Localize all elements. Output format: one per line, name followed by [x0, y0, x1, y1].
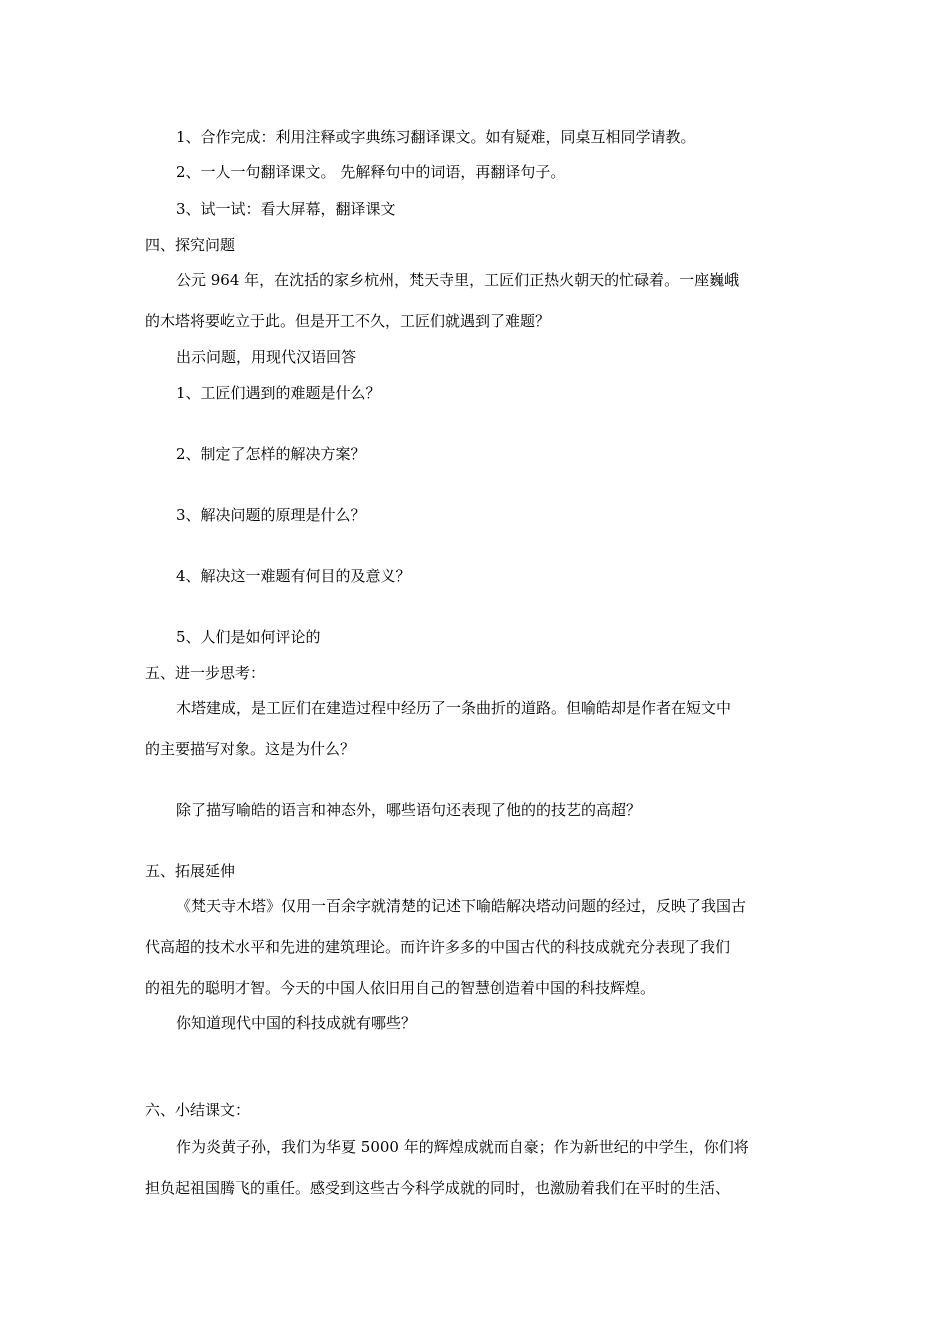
step-3: 3、试一试：看大屏幕，翻译课文 — [176, 200, 396, 218]
section-heading-4: 四、探究问题 — [145, 236, 236, 254]
question-5: 5、人们是如何评论的 — [176, 628, 321, 646]
paragraph-line: 《梵天寺木塔》仅用一百余字就清楚的记述下喻皓解决塔动问题的经过，反映了我国古 — [176, 897, 747, 915]
question-4: 4、解决这一难题有何目的及意义？ — [176, 567, 411, 585]
paragraph-line: 你知道现代中国的科技成就有哪些？ — [176, 1014, 417, 1032]
paragraph-line: 代高超的技术水平和先进的建筑理论。而许许多多的中国古代的科技成就充分表现了我们 — [145, 938, 731, 956]
section-heading-6: 六、小结课文： — [145, 1101, 251, 1119]
paragraph-line: 除了描写喻皓的语言和神态外，哪些语句还表现了他的的技艺的高超？ — [176, 801, 642, 819]
paragraph-line: 的主要描写对象。这是为什么？ — [145, 740, 356, 758]
section-heading-5b: 五、拓展延伸 — [145, 862, 236, 880]
paragraph-line: 的木塔将要屹立于此。但是开工不久，工匠们就遇到了难题？ — [145, 312, 551, 330]
step-2: 2、一人一句翻译课文。 先解释句中的词语，再翻译句子。 — [176, 163, 566, 181]
question-1: 1、工匠们遇到的难题是什么？ — [176, 384, 381, 402]
paragraph-line: 木塔建成，是工匠们在建造过程中经历了一条曲折的道路。但喻皓却是作者在短文中 — [176, 699, 732, 717]
paragraph-line: 担负起祖国腾飞的重任。感受到这些古今科学成就的同时，也激励着我们在平时的生活、 — [145, 1179, 731, 1197]
paragraph-line: 的祖先的聪明才智。今天的中国人依旧用自己的智慧创造着中国的科技辉煌。 — [145, 979, 656, 997]
paragraph-line: 公元 964 年，在沈括的家乡杭州，梵天寺里，工匠们正热火朝天的忙碌着。一座巍峨 — [176, 271, 740, 289]
step-1: 1、合作完成：利用注释或字典练习翻译课文。如有疑难，同桌互相同学请教。 — [176, 128, 696, 146]
section-heading-5: 五、进一步思考： — [145, 664, 266, 682]
paragraph-line: 出示问题，用现代汉语回答 — [176, 348, 357, 366]
paragraph-line: 作为炎黄子孙，我们为华夏 5000 年的辉煌成就而自豪；作为新世纪的中学生，你们将 — [176, 1138, 749, 1156]
question-2: 2、制定了怎样的解决方案？ — [176, 445, 366, 463]
question-3: 3、解决问题的原理是什么？ — [176, 506, 366, 524]
